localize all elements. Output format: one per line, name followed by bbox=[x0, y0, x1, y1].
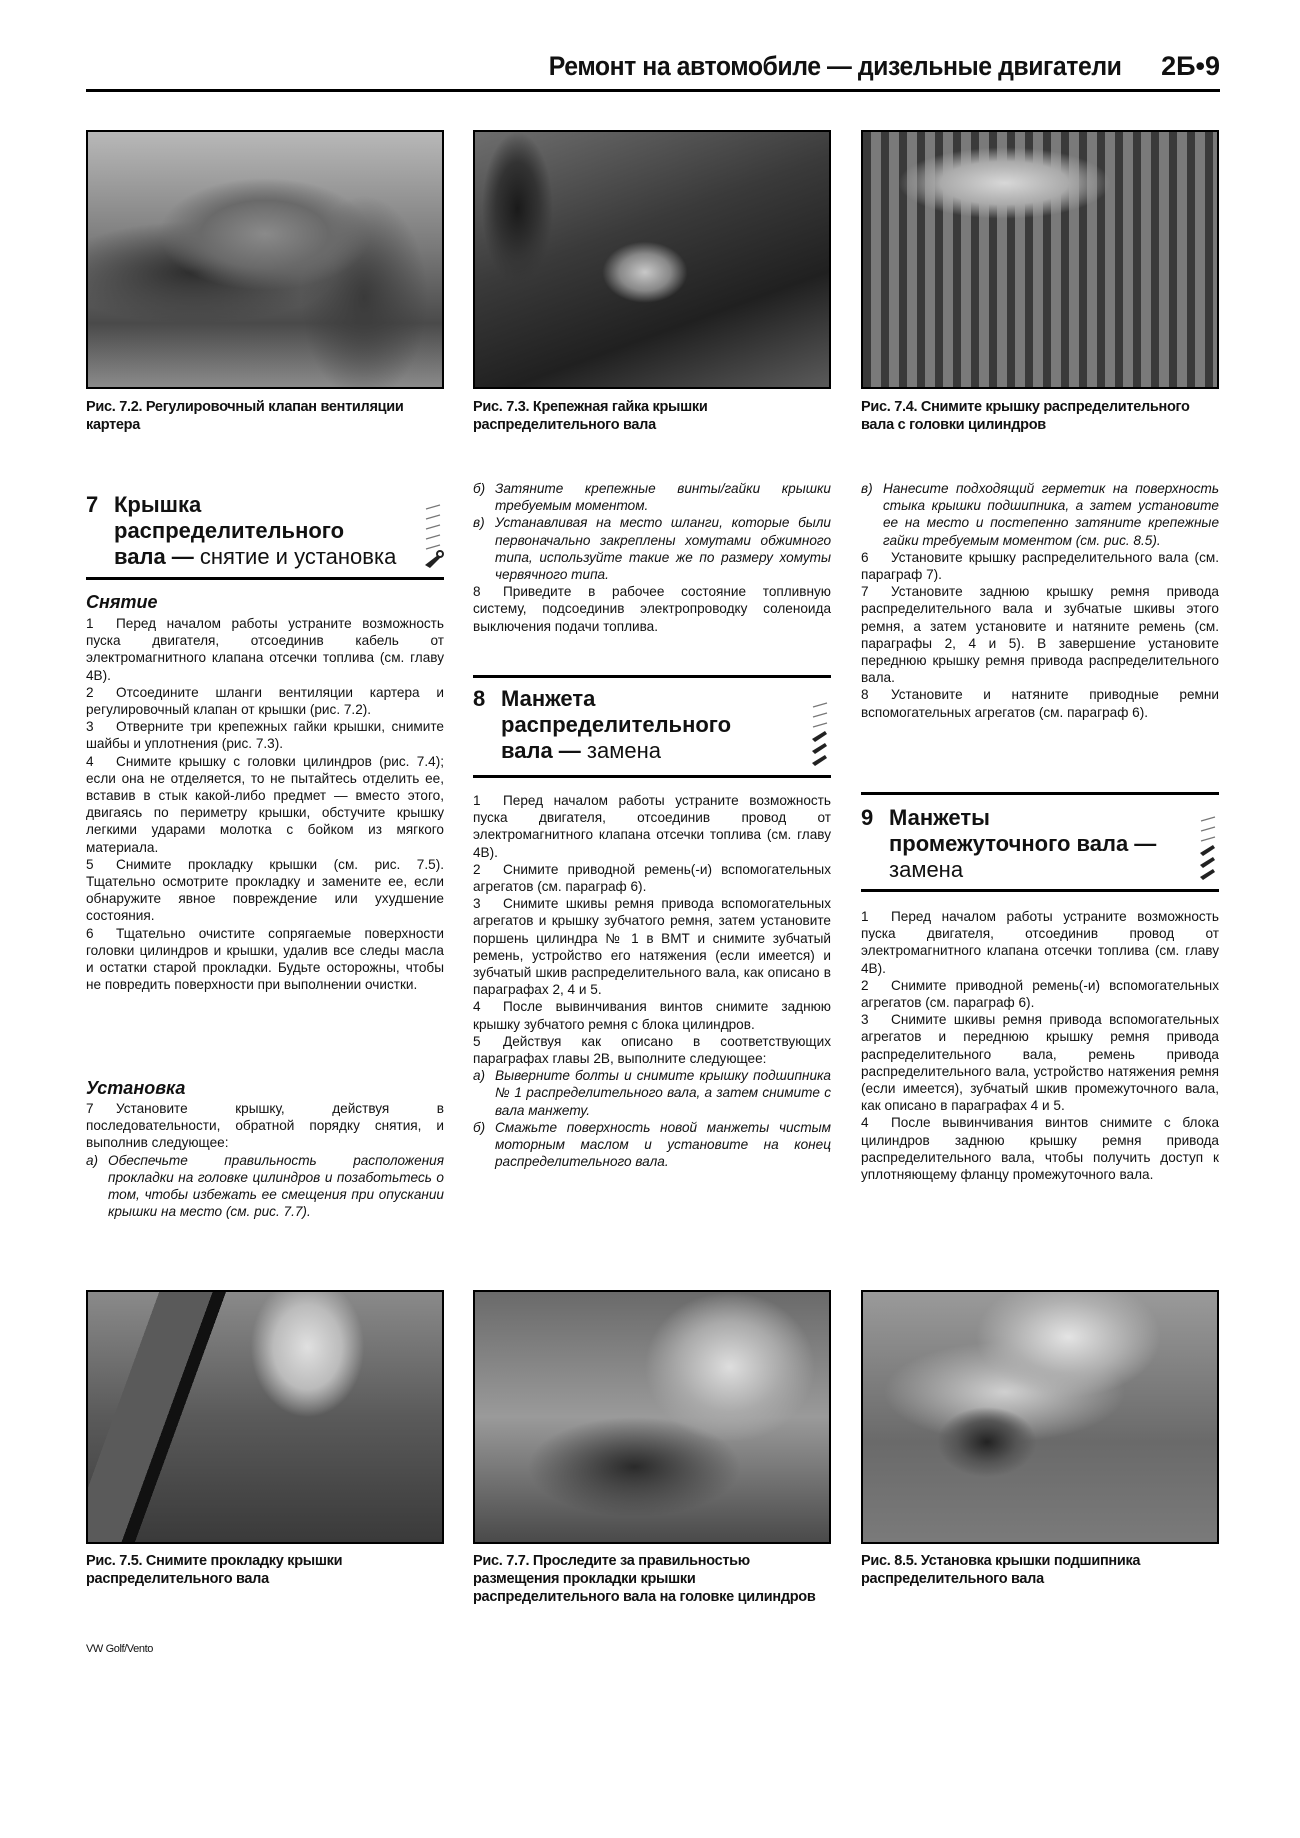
figure-7-5-photo bbox=[86, 1290, 444, 1544]
step-9-4: 4 После вывинчивания винтов снимите с блока цилиндров заднюю крышку ремня привода распределительного вала, чтобы получить доступ к уплотняющему фланцу промежуточного вала. bbox=[861, 1115, 1219, 1183]
figure-7-7-photo bbox=[473, 1290, 831, 1544]
section-7-heading: 7 Крышка распределительного вала — снятие и установка bbox=[86, 480, 444, 580]
step-8-4: 4 После вывинчивания винтов снимите заднюю крышку зубчатого ремня с блока цилиндров. bbox=[473, 999, 831, 1032]
step-7-1: 1 Перед началом работы устраните возможность пуска двигателя, отсоединив кабель от электромагнитного клапана отсечки топлива (см. главу 4В). bbox=[86, 616, 444, 683]
figure-8-5-caption: Рис. 8.5. Установка крышки подшипника распределительного вала bbox=[861, 1553, 1141, 1587]
section-8-steps-continued bbox=[861, 480, 1219, 721]
figure-8-5-photo bbox=[861, 1290, 1219, 1544]
difficulty-wrench-icon bbox=[1197, 813, 1219, 883]
figure-7-4-caption: Рис. 7.4. Снимите крышку распределительного вала с головки цилиндров bbox=[861, 399, 1190, 433]
step-7-4: 4 Снимите крышку с головки цилиндров (рис. 7.4); если она не отделяется, то не пытайтесь отделить ее, вставив в стык какой-либо предмет — вместо этого, двигаясь по периметру крышки, обстучите крышку легкими ударами молотка с бойком из мягкого материала. bbox=[86, 753, 444, 855]
section-9-heading: 9 Манжеты промежуточного вала — замена bbox=[861, 792, 1219, 892]
step-8-7: 7 Установите заднюю крышку ремня привода распределительного вала и зубчатые шкивы этого ремня, а затем установите и натяните ремень (см. параграфы 2, 4 и 5). В завершение установите переднюю крышку ремня привода распределительного вала. bbox=[861, 584, 1219, 686]
section-7-removal-steps bbox=[86, 615, 444, 993]
step-7-8: 8 Приведите в рабочее состояние топливную систему, подсоединив электропроводку соленоида выключения подачи топлива. bbox=[473, 584, 831, 634]
footer-model: VW Golf/Vento bbox=[86, 1643, 153, 1655]
section-7-install-continued bbox=[473, 480, 831, 635]
step-8-5: 5 Действуя как описано в соответствующих параграфах главы 2В, выполните следующее: bbox=[473, 1033, 831, 1067]
step-7-7a: а) Обеспечьте правильность расположения прокладки на головке цилиндров и позаботьтесь о том, чтобы избежать ее смещения при опускании крышки на место (см. рис. 7.7). bbox=[86, 1152, 444, 1220]
section-7-title-line1: Крышка bbox=[114, 492, 202, 517]
figure-7-3-caption: Рис. 7.3. Крепежная гайка крышки распределительного вала bbox=[473, 399, 708, 433]
section-8-heading: 8 Манжета распределительного вала — замена bbox=[473, 675, 831, 778]
step-7-2: 2 Отсоедините шланги вентиляции картера и регулировочный клапан от крышки (рис. 7.2). bbox=[86, 684, 444, 718]
figure-7-4-photo bbox=[861, 130, 1219, 389]
difficulty-wrench-icon bbox=[809, 699, 831, 769]
figure-7-5-caption: Рис. 7.5. Снимите прокладку крышки распределительного вала bbox=[86, 1553, 343, 1587]
install-heading: Установка bbox=[86, 1078, 186, 1098]
step-7-5: 5 Снимите прокладку крышки (см. рис. 7.5). Тщательно осмотрите прокладку и замените ее, если обнаружите явное повреждение или ухудшение состояния. bbox=[86, 856, 444, 924]
step-7-7: 7 Установите крышку, действуя в последовательности, обратной порядку снятия, и выполнив следующее: bbox=[86, 1101, 444, 1151]
step-8-5c: в) Нанесите подходящий герметик на поверхность стыка крышки подшипника, а затем установите ее на место и постепенно затяните крепежные гайки требуемым моментом (см. рис. 8.5). bbox=[861, 481, 1219, 548]
step-8-5b: б) Смажьте поверхность новой манжеты чистым моторным маслом и установите на конец распределительного вала. bbox=[473, 1119, 831, 1170]
section-9-steps bbox=[861, 908, 1219, 1183]
section-7-install-steps bbox=[86, 1100, 444, 1220]
step-8-1: 1 Перед началом работы устраните возможность пуска двигателя, отсоединив провод от электромагнитного клапана отсечки топлива (см. главу 4В). bbox=[473, 793, 831, 860]
step-8-2: 2 Снимите приводной ремень(-и) вспомогательных агрегатов (см. параграф 6). bbox=[473, 861, 831, 895]
figure-7-7-caption: Рис. 7.7. Проследите за правильностью размещения прокладки крышки распределительного вала на головке цилиндров bbox=[473, 1553, 816, 1605]
step-7-3: 3 Отверните три крепежных гайки крышки, снимите шайбы и уплотнения (рис. 7.3). bbox=[86, 719, 444, 752]
step-9-3: 3 Снимите шкивы ремня привода вспомогательных агрегатов и переднюю крышку ремня привода распределительного вала, ремень привода распределительного вала, устройство натяжения ремня (если имеется), зубчатый шкив промежуточного вала, как описано в параграфах 4 и 5. bbox=[861, 1012, 1219, 1114]
step-7-6: 6 Тщательно очистите сопрягаемые поверхности головки цилиндров и крышки, удалив все следы масла и остатки старой прокладки. Будьте осторожны, чтобы не повредить поверхности при выполнении очистки. bbox=[86, 925, 444, 993]
figure-7-2-photo bbox=[86, 130, 444, 389]
step-7-7b: б) Затяните крепежные винты/гайки крышки требуемым моментом. bbox=[473, 481, 831, 514]
step-8-3: 3 Снимите шкивы ремня привода вспомогательных агрегатов и крышку зубчатого ремня, затем установите поршень цилиндра № 1 в ВМТ и снимите зубчатый ремень, устройство его натяжения (если имеется) и зубчатый шкив распределительного вала, как описано в параграфах 2, 4 и 5. bbox=[473, 896, 831, 998]
section-8-steps bbox=[473, 792, 831, 1170]
step-8-6: 6 Установите крышку распределительного вала (см. параграф 7). bbox=[861, 549, 1219, 583]
figure-7-2-caption: Рис. 7.2. Регулировочный клапан вентиляции картера bbox=[86, 399, 404, 433]
step-9-1: 1 Перед началом работы устраните возможность пуска двигателя, отсоединив провод от электромагнитного клапана отсечки топлива (см. главу 4В). bbox=[861, 909, 1219, 976]
step-8-8: 8 Установите и натяните приводные ремни вспомогательных агрегатов (см. параграф 6). bbox=[861, 687, 1219, 720]
page-header bbox=[86, 40, 1220, 92]
section-7-title-line2: распределительного bbox=[114, 518, 345, 543]
removal-heading: Снятие bbox=[86, 592, 158, 612]
page-number: 2Б•9 bbox=[1161, 51, 1220, 81]
running-title: Ремонт на автомобиле — дизельные двигатели bbox=[548, 51, 1122, 81]
figure-7-3-photo bbox=[473, 130, 831, 389]
step-7-7c: в) Устанавливая на место шланги, которые были первоначально закреплены хомутами обжимного типа, используйте такие же по размеру хомуты червячного типа. bbox=[473, 515, 831, 583]
step-8-5a: а) Выверните болты и снимите крышку подшипника № 1 распределительного вала, а затем снимите с вала манжету. bbox=[473, 1068, 831, 1118]
difficulty-wrench-icon bbox=[422, 501, 444, 571]
step-9-2: 2 Снимите приводной ремень(-и) вспомогательных агрегатов (см. параграф 6). bbox=[861, 977, 1219, 1011]
